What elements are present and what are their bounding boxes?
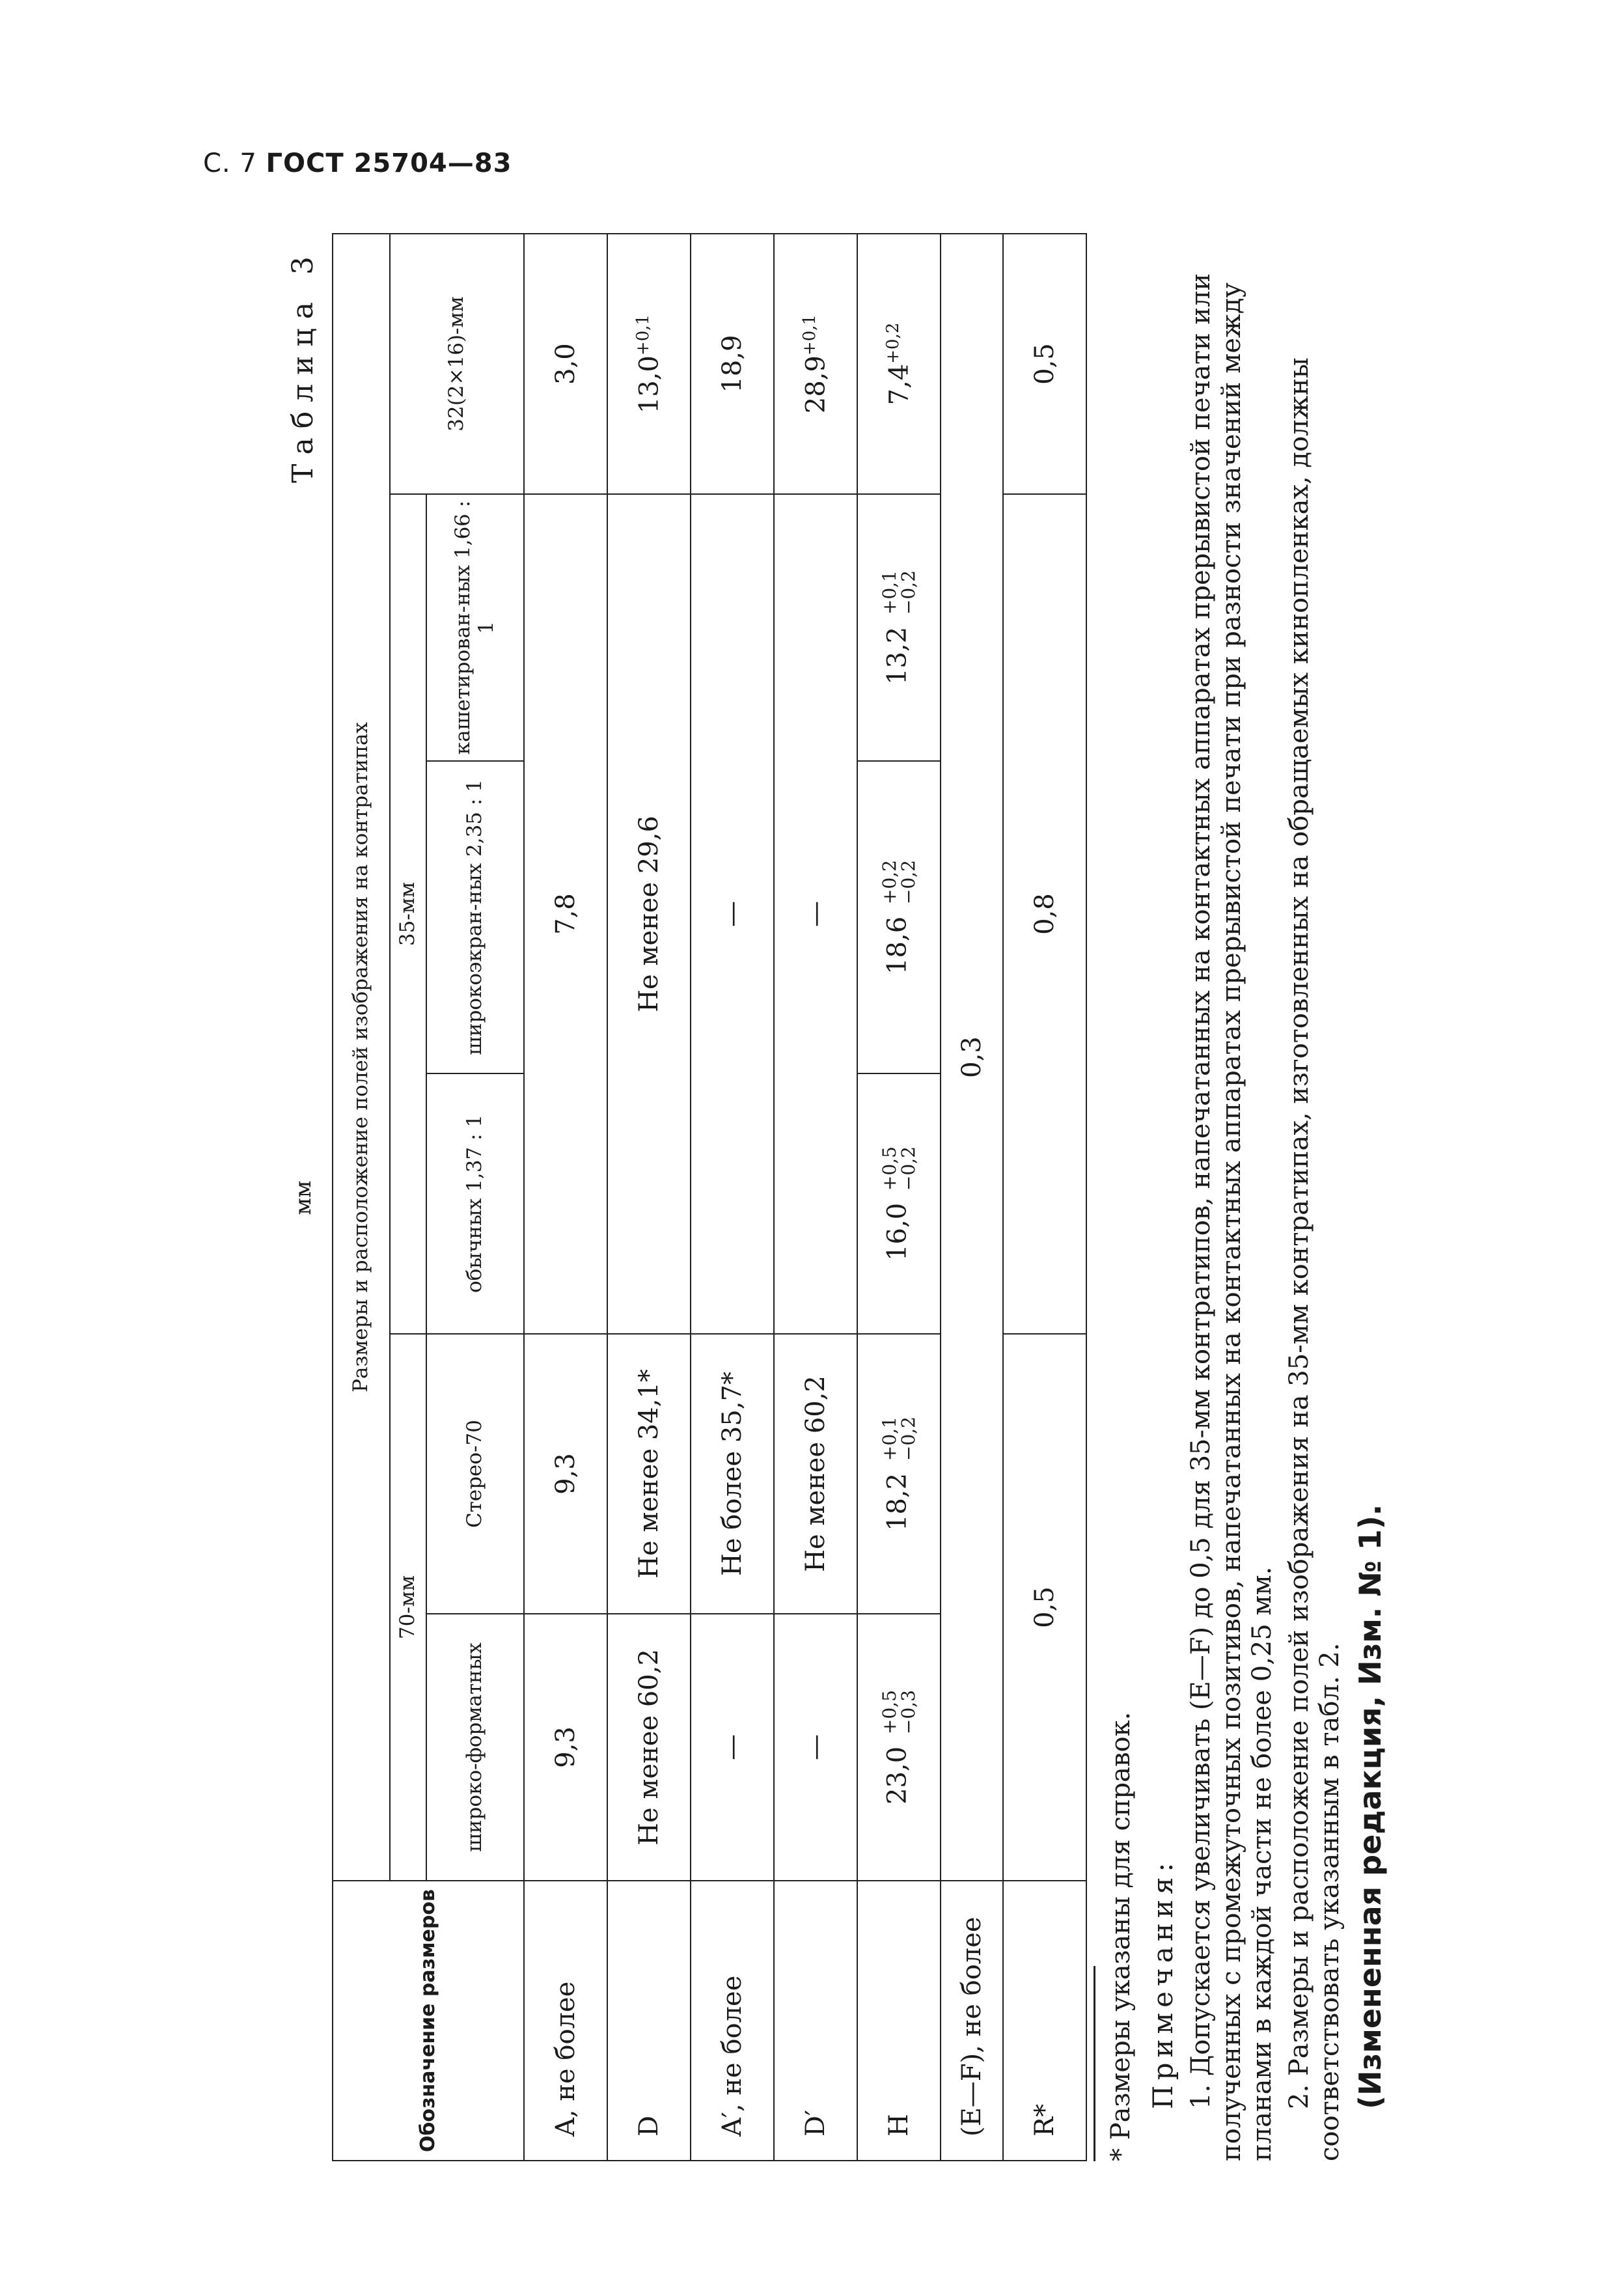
cell-all: 0,3 — [941, 234, 1003, 1881]
value-tolerance: +0,1 — [633, 314, 654, 356]
value-base: 7,4 — [884, 363, 915, 406]
table-units: мм — [290, 1180, 316, 1215]
page-header — [203, 148, 512, 178]
cell-stereo: 9,3 — [524, 1334, 607, 1614]
cell-stereo — [857, 1334, 941, 1614]
footnote: * Размеры указаны для справок. — [1106, 1711, 1136, 2161]
value-tolerance: +0,1 — [800, 314, 820, 356]
tolerance — [880, 1690, 918, 1734]
tolerance-minus: −0,2 — [898, 860, 919, 905]
col-label-header: Обозначение размеров — [333, 1881, 524, 2161]
value-base: 13,2 — [882, 626, 912, 685]
group-header: Размеры и расположение полей изображения на контратипах — [333, 234, 390, 1881]
notes-heading: Примечания: — [1147, 1857, 1179, 2109]
cell-32: 18,9 — [691, 234, 774, 494]
sub-ordinary-header: обычных 1,37 : 1 — [426, 1073, 524, 1334]
value-base: 13,0 — [634, 355, 665, 414]
tolerance-plus: +0,5 — [878, 1146, 900, 1191]
row-label: R* — [1003, 1881, 1086, 2161]
value-tolerance: +0,2 — [883, 322, 903, 364]
tolerance-plus: +0,5 — [878, 1690, 900, 1735]
row-label: D — [607, 1881, 691, 2161]
header-row-3 — [426, 234, 524, 2161]
table-title: Таблица 3 — [286, 247, 320, 483]
cell-35: 0,8 — [1003, 494, 1086, 1334]
cell-stereo: Не менее 34,1* — [607, 1334, 691, 1614]
sub-wide-header: широко-форматных — [426, 1614, 524, 1881]
note-1: 1. Допускается увеличивать (E—F) до 0,5 для 35-мм контратипов, напечатанных на контактных аппаратах прерывистой печати или полученных с промежуточных позитивов, напечатанных на контактных аппаратах прерывистой печати при разности значений между планами в каждой части не более 0,25 мм. — [1185, 273, 1278, 2161]
tolerance — [880, 1417, 918, 1461]
row-label: (E—F), не более — [941, 1881, 1003, 2161]
row-label: D′ — [774, 1881, 857, 2161]
row-label: A, не более — [524, 1881, 607, 2161]
value-base: 18,2 — [882, 1473, 912, 1531]
cell-ordinary — [857, 1073, 941, 1334]
cell-35: 7,8 — [524, 494, 607, 1334]
value-base: 16,0 — [882, 1202, 912, 1261]
sub-widescreen-header: широкоэкран-ных 2,35 : 1 — [426, 761, 524, 1073]
tolerance-plus: +0,2 — [878, 860, 900, 905]
header-row-2 — [390, 234, 426, 2161]
value-base: 18,6 — [882, 916, 912, 975]
cell-35: Не менее 29,6 — [607, 494, 691, 1334]
table-row-e-f — [941, 234, 1003, 2161]
cell-35: — — [774, 494, 857, 1334]
table-row-a-prime — [691, 234, 774, 2161]
cell-wide: — — [774, 1614, 857, 1881]
cell-stereo: Не менее 60,2 — [774, 1334, 857, 1614]
cell-35: — — [691, 494, 774, 1334]
table-row-d — [607, 234, 691, 2161]
group-70-header: 70-мм — [390, 1334, 426, 1881]
tolerance-minus: −0,3 — [898, 1690, 919, 1735]
cell-32: 0,5 — [1003, 234, 1086, 494]
cell-stereo: Не более 35,7* — [691, 1334, 774, 1614]
row-label: A′, не более — [691, 1881, 774, 2161]
value-base: 23,0 — [882, 1746, 912, 1805]
tolerance — [880, 860, 918, 904]
standard-number: ГОСТ 25704—83 — [266, 148, 512, 178]
group-35-header: 35-мм — [390, 494, 426, 1334]
cell-wide: Не менее 60,2 — [607, 1614, 691, 1881]
tolerance — [880, 1146, 918, 1191]
table-row-d-prime — [774, 234, 857, 2161]
value-base: 28,9 — [801, 355, 831, 414]
notes-block — [1094, 234, 1394, 2161]
tolerance-plus: +0,1 — [878, 1417, 900, 1461]
tolerance-plus: +0,1 — [878, 570, 900, 615]
table-row-h — [857, 234, 941, 2161]
cell-70: 0,5 — [1003, 1334, 1086, 1881]
tolerance-minus: −0,2 — [898, 1146, 919, 1191]
table-row-a — [524, 234, 607, 2161]
cell-wide: — — [691, 1614, 774, 1881]
note-2: 2. Размеры и расположение полей изображения на 35-мм контратипах, изготовленных на обращаемых кинопленках, должны соответствовать указанным в табл. 2. — [1284, 357, 1345, 2161]
sub-cache-header: кашетирован-ных 1,66 : 1 — [426, 494, 524, 761]
cell-32 — [857, 234, 941, 494]
rotated-content — [286, 234, 1419, 2161]
footnote-rule — [1094, 1966, 1095, 2161]
cell-wide — [857, 1614, 941, 1881]
col-32-header: 32(2×16)-мм — [390, 234, 524, 494]
cell-wide: 9,3 — [524, 1614, 607, 1881]
tolerance-minus: −0,2 — [898, 570, 919, 615]
header-row-1 — [333, 234, 390, 2161]
tolerance-minus: −0,2 — [898, 1417, 919, 1461]
row-label: H — [857, 1881, 941, 2161]
table-row-r — [1003, 234, 1086, 2161]
tolerance — [880, 570, 918, 615]
cell-32 — [607, 234, 691, 494]
cell-cache — [857, 494, 941, 761]
sub-stereo-header: Стерео-70 — [426, 1334, 524, 1614]
dimensions-table — [332, 233, 1087, 2161]
cell-32 — [774, 234, 857, 494]
page-number: С. 7 — [203, 148, 257, 178]
cell-32: 3,0 — [524, 234, 607, 494]
cell-widescreen — [857, 761, 941, 1073]
change-note: (Измененная редакция, Изм. № 1). — [1352, 1504, 1388, 2109]
